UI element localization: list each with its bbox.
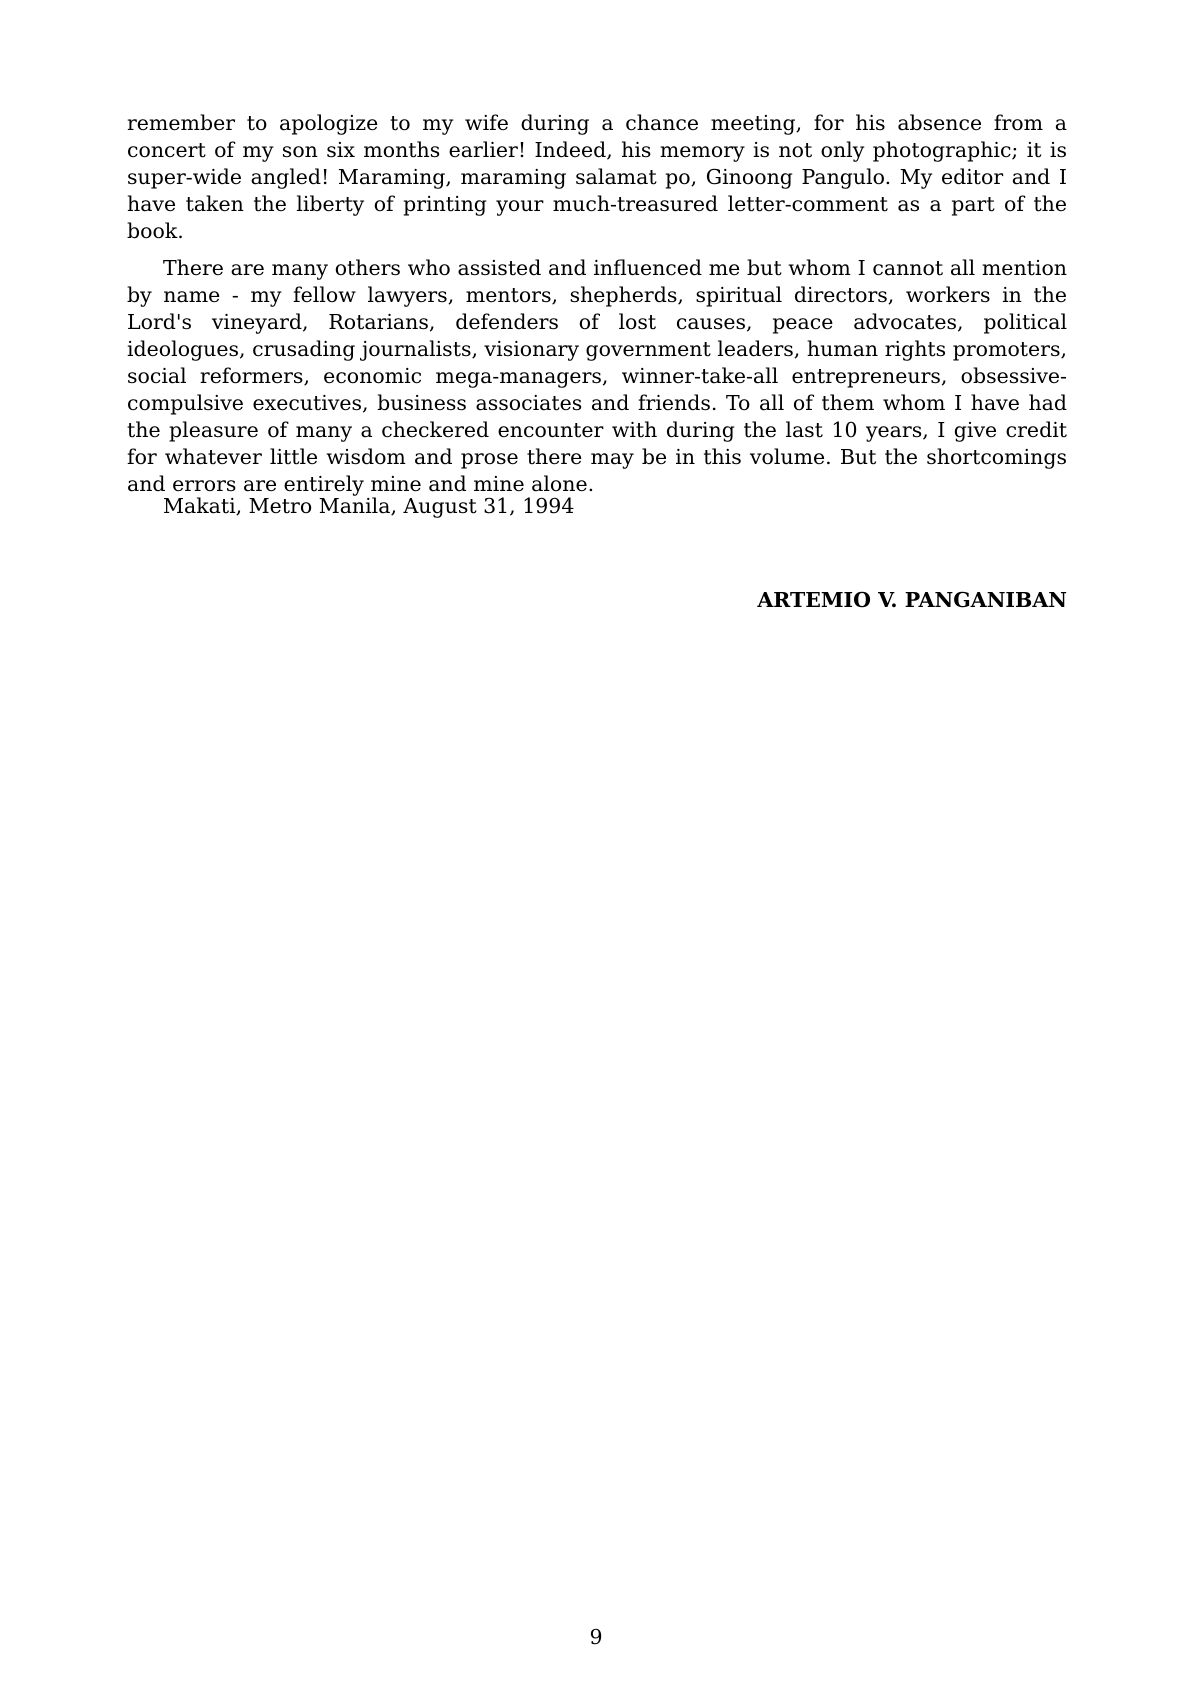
place-and-date: Makati, Metro Manila, August 31, 1994 xyxy=(163,494,575,518)
author-signature: ARTEMIO V. PANGANIBAN xyxy=(757,588,1067,612)
page-number: 9 xyxy=(589,1625,603,1649)
paragraph-acknowledgements: There are many others who assisted and influenced me but whom I cannot all mention by name - my fellow lawyers, mentors, shepherds, spiritual directors, workers in the Lord's vineyard, Rotarians, defenders of lost causes, peace advocates, political ideologues, crusading journalists, visionary government leaders, human rights promoters, social reformers, economic mega-managers, winner-take-all entrepreneurs, obsessive-compulsive executives, business associates and friends. To all of them whom I have had the pleasure of many a checkered encounter with during the last 10 years, I give credit for whatever little wisdom and prose there may be in this volume. But the shortcomings and errors are entirely mine and mine alone. xyxy=(127,256,1067,496)
document-body xyxy=(127,110,1067,508)
paragraph-continuation: remember to apologize to my wife during a chance meeting, for his absence from a concert of my son six months earlier! Indeed, his memory is not only photographic; it is super-wide angled! Maraming, maraming salamat po, Ginoong Pangulo. My editor and I have taken the liberty of printing your much-treasured letter-comment as a part of the book. xyxy=(127,111,1067,243)
